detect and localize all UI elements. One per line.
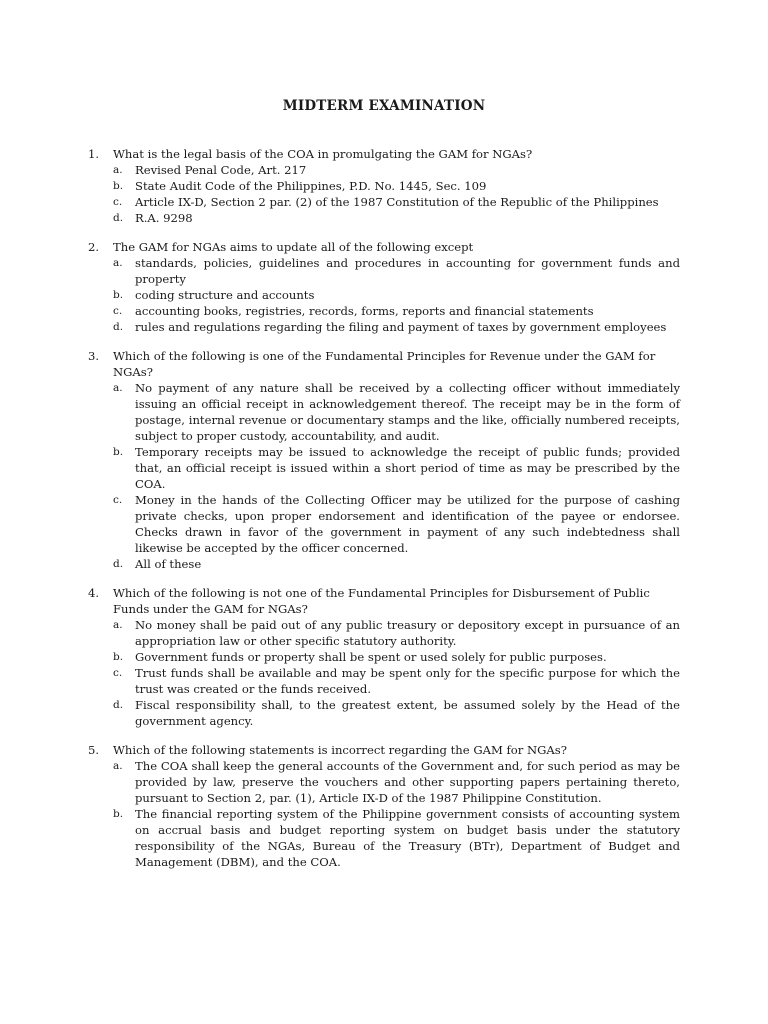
option-letter: a. xyxy=(113,257,123,269)
option-letter: d. xyxy=(113,212,124,224)
option-letter: d. xyxy=(113,558,124,570)
question-text: Which of the following is one of the Fundamental Principles for Revenue under the GAM for NGAs? xyxy=(113,349,656,379)
page-title: MIDTERM EXAMINATION xyxy=(282,98,486,114)
option-letter: d. xyxy=(113,321,124,333)
option-text: No money shall be paid out of any public treasury or depository except in pursuance of an appropriation law or other specific statutory authority. xyxy=(135,618,680,648)
question-item xyxy=(88,348,680,572)
option-text: The COA shall keep the general accounts of the Government and, for such period as may be provided by law, preserve the vouchers and other supporting papers pertaining thereto, pursuant to Section 2, par. (1), Article IX-D of the 1987 Philippine Constitution. xyxy=(135,759,680,805)
option-item xyxy=(113,556,680,572)
option-text: No payment of any nature shall be received by a collecting officer without immediately issuing an official receipt in acknowledgement thereof. The receipt may be in the form of postage, internal revenue or documentary stamps and the like, officially numbered receipts, subject to proper custody, accountability, and audit. xyxy=(135,381,680,443)
question-list xyxy=(88,146,680,883)
option-text: R.A. 9298 xyxy=(135,211,193,225)
option-letter: b. xyxy=(113,808,124,820)
question-item xyxy=(88,585,680,729)
option-item xyxy=(113,758,680,806)
option-letter: c. xyxy=(113,494,123,506)
question-text: Which of the following statements is incorrect regarding the GAM for NGAs? xyxy=(113,743,567,757)
option-text: standards, policies, guidelines and procedures in accounting for government funds and property xyxy=(135,256,680,286)
option-text: accounting books, registries, records, forms, reports and financial statements xyxy=(135,304,594,318)
question-item xyxy=(88,742,680,870)
option-letter: a. xyxy=(113,619,123,631)
option-list xyxy=(113,758,680,870)
question-number: 1. xyxy=(88,147,100,161)
question-number: 4. xyxy=(88,586,100,600)
question-text: The GAM for NGAs aims to update all of the following except xyxy=(113,240,474,254)
option-letter: c. xyxy=(113,667,123,679)
option-letter: a. xyxy=(113,760,123,772)
option-item xyxy=(113,287,680,303)
option-item xyxy=(113,194,680,210)
question-number: 2. xyxy=(88,240,100,254)
option-item xyxy=(113,806,680,870)
option-letter: b. xyxy=(113,289,124,301)
option-item xyxy=(113,319,680,335)
option-item xyxy=(113,303,680,319)
option-text: rules and regulations regarding the filing and payment of taxes by government employees xyxy=(135,320,667,334)
question-text: Which of the following is not one of the Fundamental Principles for Disbursement of Public Funds under the GAM for NGAs? xyxy=(113,586,650,616)
option-text: Money in the hands of the Collecting Officer may be utilized for the purpose of cashing private checks, upon proper endorsement and identification of the payee or endorsee. Checks drawn in favor of the government in payment of any such indebtedness shall likewise be accepted by the officer concerned. xyxy=(135,493,680,555)
option-text: Article IX-D, Section 2 par. (2) of the 1987 Constitution of the Republic of the Philippines xyxy=(135,195,659,209)
option-text: Fiscal responsibility shall, to the greatest extent, be assumed solely by the Head of the government agency. xyxy=(135,698,680,728)
option-item xyxy=(113,444,680,492)
option-item xyxy=(113,649,680,665)
option-item xyxy=(113,697,680,729)
option-text: coding structure and accounts xyxy=(135,288,315,302)
option-letter: b. xyxy=(113,446,124,458)
option-item xyxy=(113,162,680,178)
option-letter: d. xyxy=(113,699,124,711)
option-letter: b. xyxy=(113,651,124,663)
option-list xyxy=(113,380,680,572)
question-number: 3. xyxy=(88,349,100,363)
question-text: What is the legal basis of the COA in promulgating the GAM for NGAs? xyxy=(113,147,533,161)
option-text: The financial reporting system of the Philippine government consists of accounting system on accrual basis and budget reporting system on budget basis under the statutory responsibility of the NGAs, Bureau of the Treasury (BTr), Department of Budget and Management (DBM), and the COA. xyxy=(135,807,680,869)
option-text: State Audit Code of the Philippines, P.D. No. 1445, Sec. 109 xyxy=(135,179,487,193)
option-item xyxy=(113,178,680,194)
question-number: 5. xyxy=(88,743,100,757)
option-list xyxy=(113,255,680,335)
option-item xyxy=(113,210,680,226)
option-letter: b. xyxy=(113,180,124,192)
question-item xyxy=(88,239,680,335)
option-letter: a. xyxy=(113,164,123,176)
option-letter: c. xyxy=(113,196,123,208)
option-item xyxy=(113,255,680,287)
question-item xyxy=(88,146,680,226)
option-letter: a. xyxy=(113,382,123,394)
option-text: All of these xyxy=(135,557,202,571)
option-text: Government funds or property shall be spent or used solely for public purposes. xyxy=(135,650,607,664)
option-list xyxy=(113,617,680,729)
option-item xyxy=(113,492,680,556)
option-text: Temporary receipts may be issued to acknowledge the receipt of public funds; provided that, an official receipt is issued within a short period of time as may be prescribed by the COA. xyxy=(135,445,680,491)
option-text: Revised Penal Code, Art. 217 xyxy=(135,163,307,177)
option-item xyxy=(113,617,680,649)
option-text: Trust funds shall be available and may be spent only for the specific purpose for which the trust was created or the funds received. xyxy=(135,666,680,696)
option-item xyxy=(113,665,680,697)
option-letter: c. xyxy=(113,305,123,317)
option-list xyxy=(113,162,680,226)
option-item xyxy=(113,380,680,444)
